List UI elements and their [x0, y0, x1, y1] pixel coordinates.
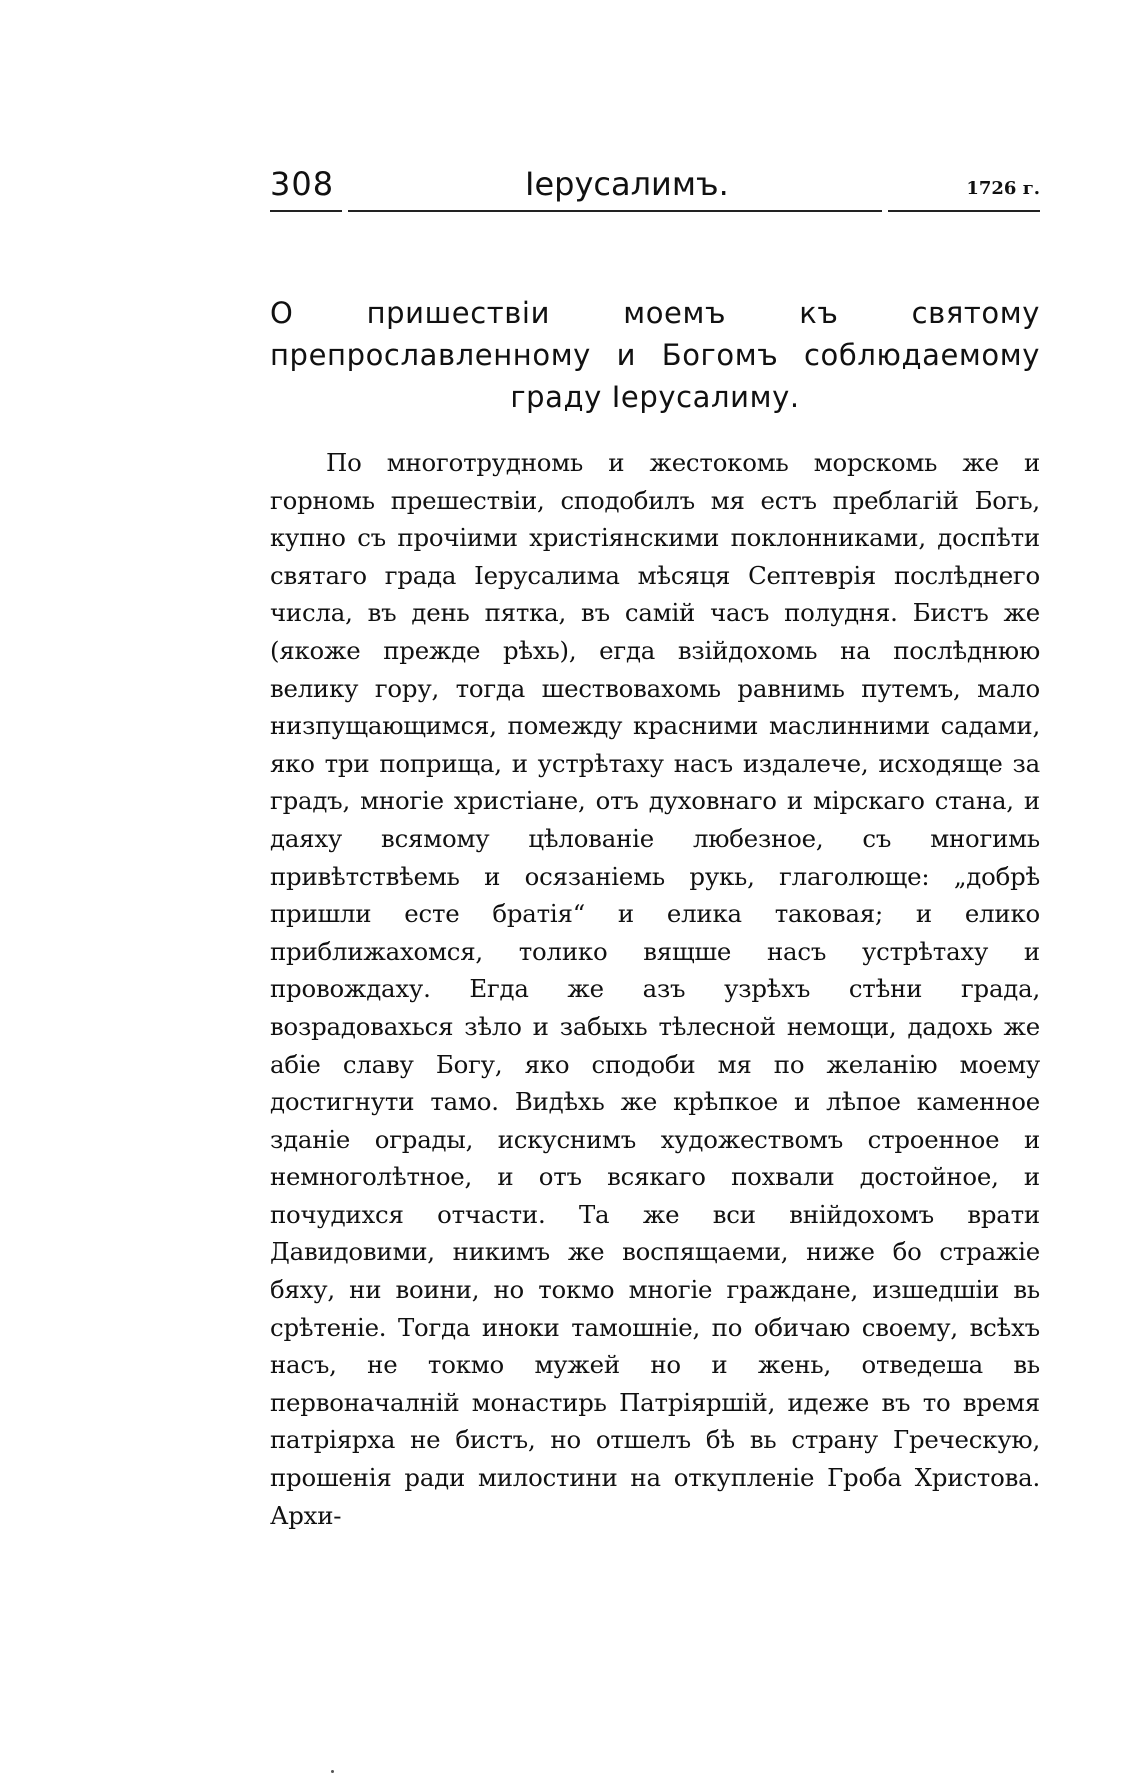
body-paragraph: По многотрудномь и жестокомь морскомь же и горномь прешествіи, сподобилъ мя естъ преблагій Богь, купно съ прочіими христіянскими поклонниками, доспѣти святаго града Іерусалима мѣсяця Септеврія послѣднего числа, въ день пятка, въ самій часъ полудня. Бистъ же (якоже прежде рѣхь), егда взійдохомь на послѣднюю велику гору, тогда шествовахомь равнимь путемъ, мало низпущающимся, помежду красними маслинними садами, яко три поприща, и устрѣтаху насъ издалече, исходяще за градъ, многіе христіане, отъ духовнаго и мірскаго стана, и даяху всямому цѣлованіе любезное, съ многимь привѣтствѣемь и осязаніемь рукь, глаголюще: „добрѣ пришли есте братія“ и елика таковая; и елико приближахомся, толико вящше насъ устрѣтаху и провождаху. Егда же азъ узрѣхъ стѣни града, возрадовахься зѣло и забыхь тѣлесной немощи, дадохь же абіе славу Богу, яко сподоби мя по желанію моему достигнути тамо. Видѣхь же крѣпкое и лѣпое каменное зданіе ограды, искуснимъ художествомъ строенное и немноголѣтное, и отъ всякаго похвали достойное, и почудихся отчасти. Та же вси внійдохомъ врати Давидовими, никимъ же воспящаеми, ниже бо стражіе бяху, ни воини, но токмо многіе граждане, изшедшіи вь срѣтеніе. Тогда иноки тамошніе, по обичаю своему, всѣхъ насъ, не токмо мужей но и жень, отведеша вь первоначалній монастирь Патріяршій, идеже въ то время патріярха не бистъ, но отшелъ бѣ вь страну Греческую, прошенія ради милостини на откупленіе Гроба Христова. Архи- [270, 448, 1040, 1530]
header-rule-gap [882, 208, 888, 214]
header-rule-gap [342, 208, 348, 214]
running-title: Іерусалимъ. [525, 165, 729, 203]
running-head [270, 160, 1040, 210]
header-rule [270, 210, 1040, 212]
page-number: 308 [270, 165, 335, 203]
scan-speck [331, 1770, 334, 1773]
running-year: 1726 г. [966, 178, 1040, 199]
book-page [270, 0, 1040, 1790]
chapter-title: О пришествіи моемъ къ святому препрославленному и Богомъ соблюдаемому граду Іерусалиму. [270, 296, 1040, 414]
